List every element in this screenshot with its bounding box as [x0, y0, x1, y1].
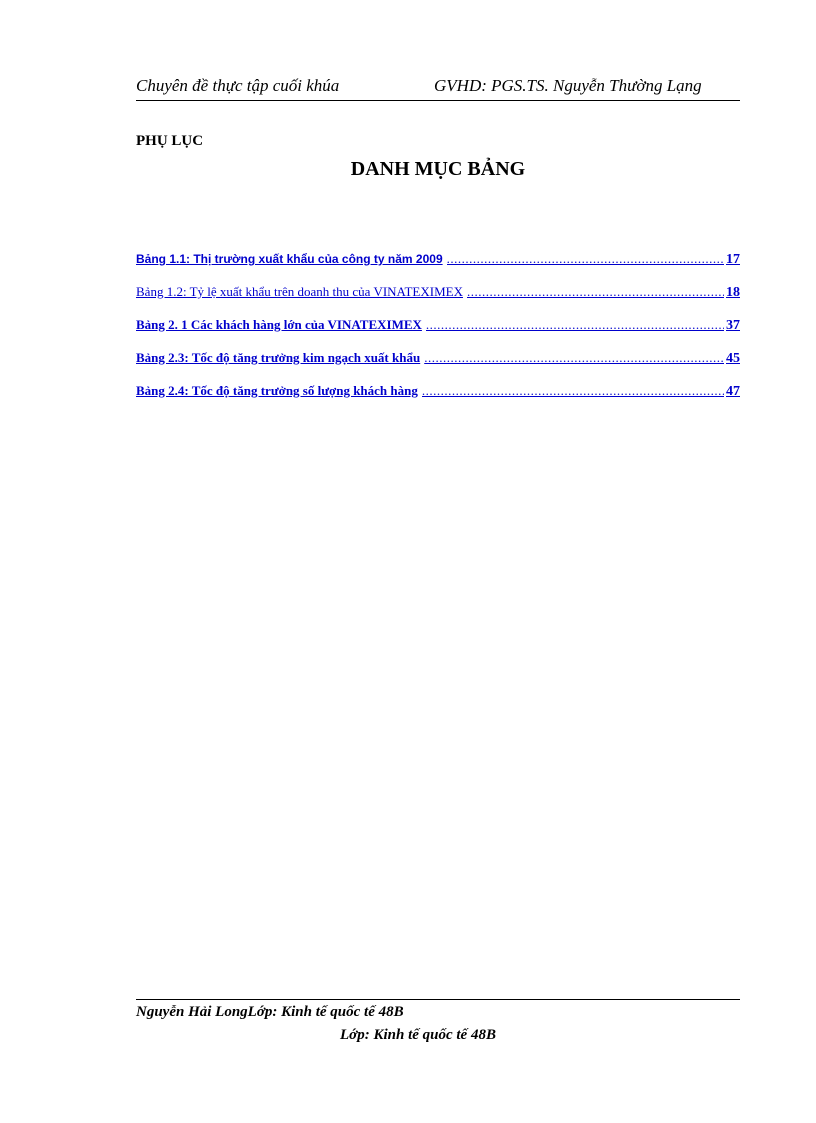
header-thesis-title: Chuyên đề thực tập cuối khúa	[136, 76, 340, 95]
toc-entry-table-1-1[interactable]	[136, 251, 740, 284]
toc-entry-table-2-1[interactable]	[136, 317, 740, 350]
toc-entry-page: 18	[726, 285, 740, 300]
footer-author: Nguyễn Hải LongLớp: Kinh tế quốc tế 48B	[136, 1004, 404, 1020]
toc-entry-title: Bảng 2.4: Tốc độ tăng trưởng số lượng khách hàng	[136, 383, 418, 398]
toc-entry-page: 37	[726, 318, 740, 333]
footer-divider	[136, 999, 740, 1000]
toc-entry-page: 17	[726, 252, 740, 267]
section-label: PHỤ LỤC	[136, 133, 204, 149]
toc-entry-title: Bảng 2. 1 Các khách hàng lớn của VINATEXIMEX	[136, 317, 422, 332]
toc-entry-table-2-3[interactable]	[136, 350, 740, 383]
toc-leader-dots	[422, 383, 724, 399]
header-supervisor: GVHD: PGS.TS. Nguyễn Thường Lạng	[434, 76, 702, 95]
page-header	[136, 74, 740, 101]
footer-class: Lớp: Kinh tế quốc tế 48B	[340, 1027, 496, 1043]
toc-entry-title: Bảng 1.2: Tỷ lệ xuất khẩu trên doanh thu của VINATEXIMEX	[136, 284, 463, 299]
toc-entry-table-1-2[interactable]	[136, 284, 740, 317]
toc-entry-table-2-4[interactable]	[136, 383, 740, 416]
toc-leader-dots	[467, 284, 724, 300]
toc-leader-dots	[424, 350, 724, 366]
toc-entry-page: 47	[726, 384, 740, 399]
page-title: DANH MỤC BẢNG	[350, 158, 526, 180]
table-of-contents	[136, 251, 740, 416]
toc-entry-page: 45	[726, 351, 740, 366]
toc-leader-dots	[447, 251, 724, 267]
toc-entry-title: Bảng 2.3: Tốc độ tăng trưởng kim ngạch xuất khẩu	[136, 350, 421, 365]
toc-entry-title: Bảng 1.1: Thị trường xuất khẩu của công ty năm 2009	[136, 252, 443, 266]
toc-leader-dots	[426, 317, 724, 333]
